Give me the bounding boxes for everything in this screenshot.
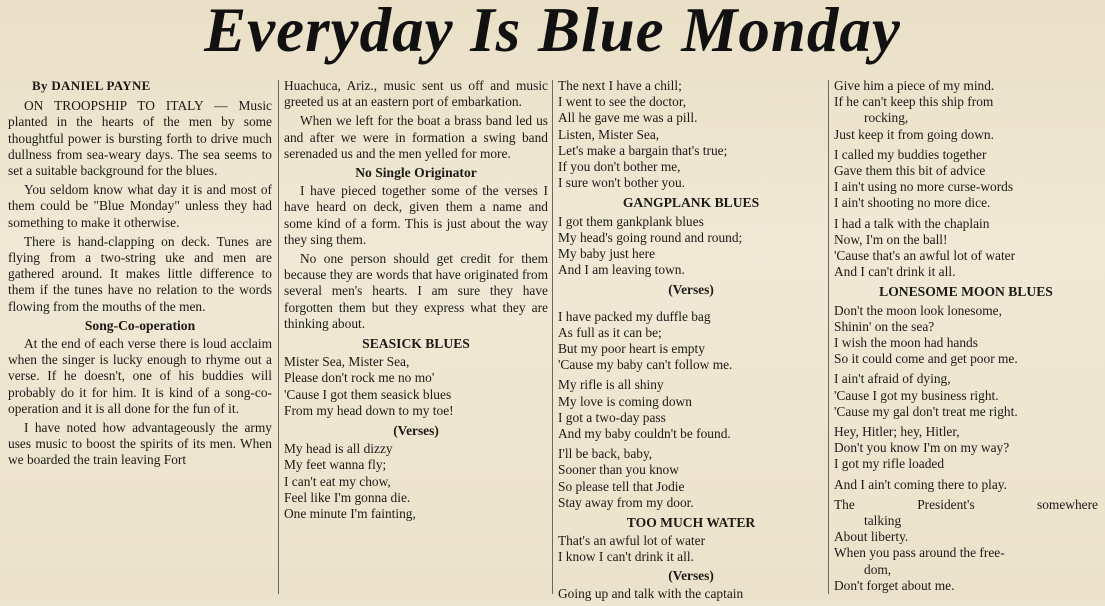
verse-line: talking <box>864 513 902 529</box>
verse <box>834 529 1098 545</box>
column-2 <box>284 78 548 526</box>
column-4 <box>834 78 1098 598</box>
paragraph: No one person should get credit for them because they are words that have originated from several men's hearts. I am sure they have forgotten them but they express what they are thinking about. <box>284 251 548 331</box>
verse-line: I can't eat my chow, <box>284 473 391 489</box>
verse <box>834 424 1098 473</box>
verse-line: Please don't rock me no mo' <box>284 370 435 386</box>
song-title: GANGPLANK BLUES <box>622 195 760 211</box>
verse-line: Don't forget about me. <box>834 577 955 593</box>
verse <box>558 377 824 442</box>
verse-line: Don't you know I'm on my way? <box>834 440 1010 456</box>
verse-line: Don't the moon look lonesome, <box>834 302 1002 318</box>
verse <box>284 354 548 419</box>
verse <box>834 497 1098 529</box>
verse-line: 'Cause my gal don't treat me right. <box>834 403 1018 419</box>
verse-line: I know I can't drink it all. <box>558 549 694 565</box>
column-divider <box>552 80 553 594</box>
verse-line: As full as it can be; <box>558 324 662 340</box>
verse-line: Stay away from my door. <box>558 494 694 510</box>
song-title: TOO MUCH WATER <box>626 515 756 531</box>
subheading: No Single Originator <box>355 165 477 181</box>
verse-line: And I am leaving town. <box>558 262 685 278</box>
verse-line: Mister Sea, Mister Sea, <box>284 354 410 370</box>
column-divider <box>828 80 829 594</box>
verse <box>558 533 824 565</box>
verse-line: I sure won't bother you. <box>558 175 685 191</box>
verse <box>834 545 1098 577</box>
verse <box>558 309 824 374</box>
verse <box>834 78 1098 143</box>
verses-label: (Verses) <box>393 423 439 439</box>
verse-line: Let's make a bargain that's true; <box>558 142 728 158</box>
verse-line: I got my rifle loaded <box>834 456 945 472</box>
verse-line: So it could come and get poor me. <box>834 351 1018 367</box>
verse-line: Now, I'm on the ball! <box>834 231 948 247</box>
verse-line: From my head down to my toe! <box>284 402 454 418</box>
verse-line: My rifle is all shiny <box>558 377 664 393</box>
verse <box>834 147 1098 212</box>
verse <box>834 371 1098 420</box>
verse-line: Gave them this bit of advice <box>834 163 986 179</box>
verse-line: 'Cause I got them seasick blues <box>284 386 452 402</box>
verse-line: I went to see the doctor, <box>558 94 687 110</box>
verse-line: rocking, <box>864 110 909 126</box>
verse-line: I called my buddies together <box>834 146 987 162</box>
verses-label: (Verses) <box>668 282 714 298</box>
paragraph: When we left for the boat a brass band led us and after we were in formation a swing band serenaded us and the men yelled for more. <box>284 113 548 161</box>
verse-line: That's an awful lot of water <box>558 533 706 549</box>
subheading: Song-Co-operation <box>84 317 196 333</box>
verse-line: Feel like I'm gonna die. <box>284 489 411 505</box>
verse-line: 'Cause I got my business right. <box>834 387 999 403</box>
verse-line: My love is coming down <box>558 393 692 409</box>
song-title: SEASICK BLUES <box>362 336 470 352</box>
verse-line: When you pass around the free- <box>834 545 1005 561</box>
verse <box>284 441 548 522</box>
paragraph: I have pieced together some of the verses I have heard on deck, given them a name and some kind of a form. This is just about the way they sing them. <box>284 183 548 247</box>
verse-line: One minute I'm fainting, <box>284 506 416 522</box>
verse-line: I got a two-day pass <box>558 409 666 425</box>
verse-line: Sooner than you know <box>558 462 679 478</box>
verse-line: 'Cause my baby can't follow me. <box>558 357 733 373</box>
verse-line: I'll be back, baby, <box>558 446 653 462</box>
verse-line: Hey, Hitler; hey, Hitler, <box>834 424 960 440</box>
verse <box>558 446 824 511</box>
paragraph: There is hand-clapping on deck. Tunes are flying from a two-string uke and men are gathered around. It makes little difference to them if the tunes have no relation to the words flowing from the mouths of the men. <box>8 233 272 314</box>
verse-line: My feet wanna fly; <box>284 457 387 473</box>
verse-line: Going up and talk with the captain <box>558 585 744 601</box>
paragraph: ON TROOPSHIP TO ITALY — Music planted in the hearts of the men by some thoughtful power is bursting forth to drive much dullness from sea-weary days. The sea seems to set a suitable background for the blues. <box>8 98 272 179</box>
verse <box>834 303 1098 368</box>
verse-line: So please tell that Jodie <box>558 478 685 494</box>
verse-line: Shinin' on the sea? <box>834 318 935 334</box>
verse-line: Just keep it from going down. <box>834 126 994 142</box>
verse-line: My baby just here <box>558 246 656 262</box>
verse <box>834 477 1098 493</box>
column-1 <box>8 78 272 472</box>
song-title: LONESOME MOON BLUES <box>879 284 1053 300</box>
verse <box>558 214 824 279</box>
verse-line: If he can't keep this ship from <box>834 94 994 110</box>
byline: By DANIEL PAYNE <box>32 78 151 93</box>
paragraph: At the end of each verse there is loud acclaim when the singer is lucky enough to rhyme out a verse. If he doesn't, one of his buddies will probably do it for him. It is kind of a song-co-operation and it is all done for the fun of it. <box>8 336 272 416</box>
column-3 <box>558 78 824 606</box>
verse-line: All he gave me was a pill. <box>558 110 698 126</box>
verse-line: Give him a piece of my mind. <box>834 78 995 93</box>
verse-line: If you don't bother me, <box>558 159 681 175</box>
verse-line: I had a talk with the chaplain <box>834 215 990 231</box>
verse <box>834 216 1098 281</box>
verse-line: dom, <box>864 561 892 577</box>
verse <box>834 578 1098 594</box>
verse-line: My head's going round and round; <box>558 229 743 245</box>
verse-line: I have packed my duffle bag <box>558 308 711 324</box>
verse-line: About liberty. <box>834 529 909 545</box>
verse-line: And I ain't coming there to play. <box>834 476 1007 492</box>
verse <box>558 78 824 191</box>
verse-line: I ain't shooting no more dice. <box>834 195 991 211</box>
headline: Everyday Is Blue Monday <box>204 0 901 65</box>
verse-line: I got them gankplank blues <box>558 213 704 229</box>
verse-line: The next I have a chill; <box>558 78 682 93</box>
verse-line: But my poor heart is empty <box>558 341 705 357</box>
verse-line: The President's somewhere <box>834 496 1098 512</box>
paragraph: Huachuca, Ariz., music sent us off and music greeted us at an eastern port of embarkation. <box>284 78 548 110</box>
column-divider <box>278 80 279 594</box>
verse-line: My head is all dizzy <box>284 441 393 457</box>
verse-line: I wish the moon had hands <box>834 335 978 351</box>
paragraph: I have noted how advantageously the army uses music to boost the spirits of its men. When we boarded the train leaving Fort <box>8 420 272 468</box>
verse-line: And I can't drink it all. <box>834 264 956 280</box>
paragraph: You seldom know what day it is and most of them could be "Blue Monday" unless they had something to make it otherwise. <box>8 182 272 230</box>
verses-label: (Verses) <box>668 567 714 583</box>
verse-line: 'Cause that's an awful lot of water <box>834 248 1016 264</box>
verse-line: Listen, Mister Sea, <box>558 126 660 142</box>
verse-line: I ain't afraid of dying, <box>834 371 951 387</box>
verse-line: And my baby couldn't be found. <box>558 426 731 442</box>
verse-line: I ain't using no more curse-words <box>834 179 1014 195</box>
